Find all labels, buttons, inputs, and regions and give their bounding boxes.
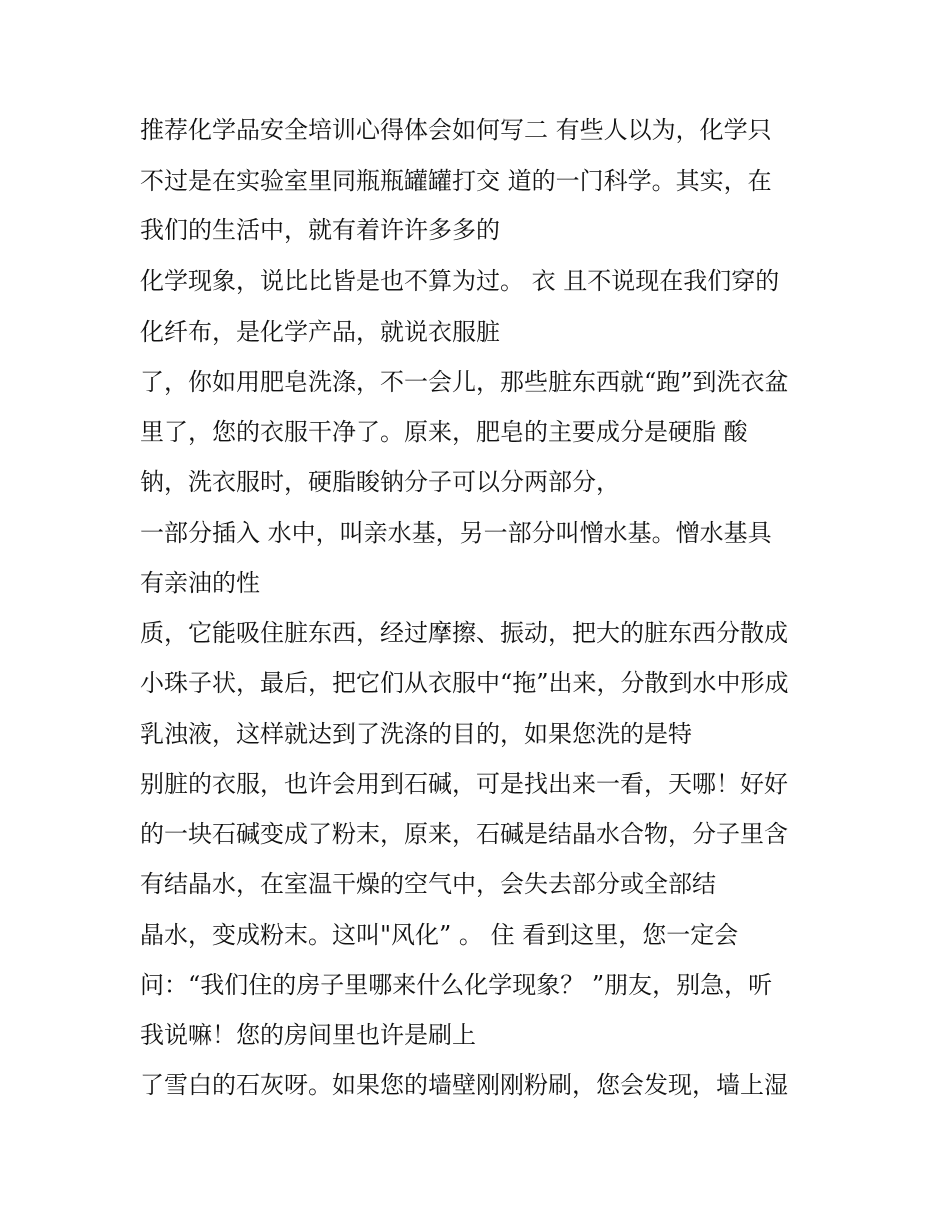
text-line: 的一块石碱变成了粉末，原来，石碱是结晶水合物，分子里含: [140, 820, 788, 848]
text-line: 了，你如用肥皂洗涤，不一会儿，那些脏东西就“跑”到洗衣盆: [140, 368, 789, 396]
text-line: 小珠子状，最后，把它们从衣服中“拖”出来，分散到水中形成: [140, 669, 789, 697]
text-line: 乳浊液，这样就达到了洗涤的目的，如果您洗的是特: [140, 720, 692, 748]
text-line: 钠，洗衣服时，硬脂睃钠分子可以分两部分，: [140, 468, 620, 496]
text-line: 晶水，变成粉末。这叫"风化” 。 住 看到这里，您一定会: [140, 921, 739, 949]
text-line: 有结晶水，在室温干燥的空气中，会失去部分或全部结: [140, 870, 716, 898]
text-line: 我说嘛！您的房间里也许是刷上: [140, 1021, 476, 1049]
text-line: 化纤布，是化学产品，就说衣服脏: [140, 318, 500, 346]
text-line: 我们的生活中，就有着许许多多的: [140, 216, 500, 244]
text-line: 推荐化学品安全培训心得体会如何写二 有些人以为，化学只: [140, 116, 772, 144]
text-line: 了雪白的石灰呀。如果您的墙壁刚刚粉刷，您会发现，墙上湿: [140, 1071, 788, 1099]
text-line: 一部分插入 水中，叫亲水基，另一部分叫憎水基。憎水基具: [140, 519, 772, 547]
text-line: 里了，您的衣服干净了。原来，肥皂的主要成分是硬脂 酸: [140, 418, 748, 446]
text-line: 不过是在实验室里同瓶瓶罐罐打交 道的一门科学。其实，在: [140, 167, 772, 195]
text-line: 化学现象，说比比皆是也不算为过。 衣 且不说现在我们穿的: [140, 267, 780, 295]
text-line: 有亲油的性: [140, 569, 260, 597]
text-line: 问：“我们住的房子里哪来什么化学现象？ ”朋友，别急，听: [140, 971, 773, 999]
text-line: 质，它能吸住脏东西，经过摩擦、振动，把大的脏东西分散成: [140, 619, 788, 647]
text-line: 别脏的衣服，也许会用到石碱，可是找出来一看，天哪！好好: [140, 770, 788, 798]
